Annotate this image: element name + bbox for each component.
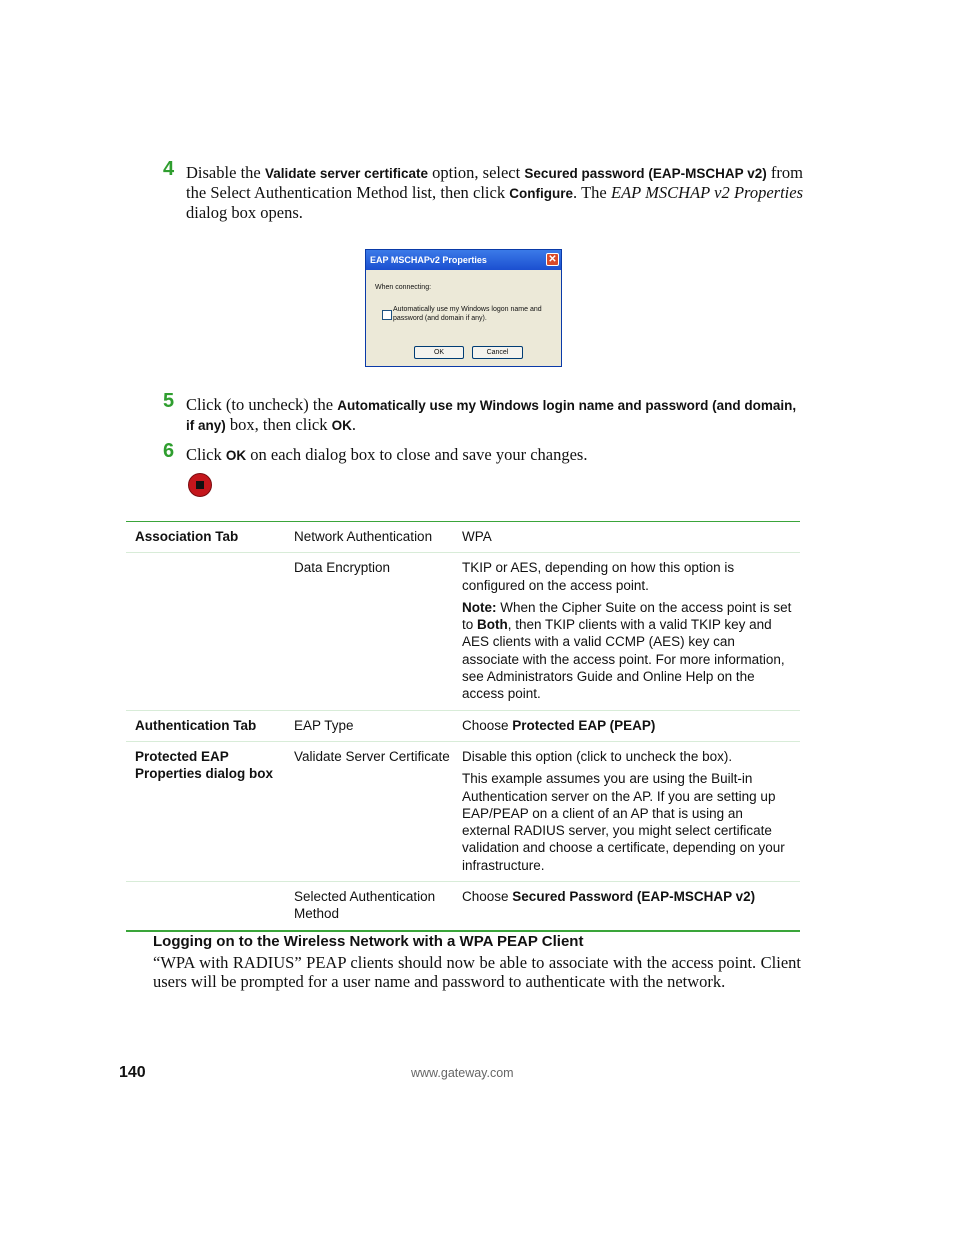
dialog-title: EAP MSCHAPv2 Properties ✕: [366, 250, 561, 270]
value-text: This example assumes you are using the Built-in Authentication server on the AP. If you are setting up EAP/PEAP on a client of an AP that is using an external RADIUS server, you might select certificate validation and choose a certificate, depending on your infrastructure.: [462, 771, 785, 873]
cancel-button[interactable]: Cancel: [472, 346, 523, 359]
table-cell-value: WPA: [462, 529, 492, 544]
table-cell-setting: Validate Server Certificate: [294, 748, 450, 764]
section-heading: Logging on to the Wireless Network with a WPA PEAP Client: [153, 933, 584, 950]
ui-term: Validate server certificate: [264, 166, 428, 181]
value-text: TKIP or AES, depending on how this option is configured on the access point.: [462, 560, 735, 593]
step-text: Disable the Validate server certificate option, select Secured password (EAP-MSCHAP v2) from the Select Authentication Method list, then click Configure. The EAP MSCHAP v2 Properties dialog box opens.: [186, 163, 803, 222]
table-cell-tab: [126, 559, 294, 702]
step-text: Click OK on each dialog box to close and save your changes.: [186, 445, 588, 464]
table-cell-setting: Selected Authentication Method: [294, 889, 436, 922]
when-connecting-label: When connecting:: [375, 284, 432, 291]
settings-table: [126, 521, 800, 932]
table-cell-value: [462, 559, 800, 702]
footer-url: www.gateway.com: [411, 1066, 514, 1080]
note-text: Note: When the Cipher Suite on the access point is set to Both, then TKIP clients with a valid TKIP key and AES clients with a valid CCMP (AES) key can associate with the access point. For more information, see Administrators Guide and Online Help on the access point.: [462, 599, 792, 702]
table-row: [126, 710, 800, 741]
eap-mschapv2-dialog: [365, 249, 562, 367]
dialog-name: EAP MSCHAP v2 Properties: [610, 183, 803, 202]
table-cell-value: Choose Secured Password (EAP-MSCHAP v2): [462, 889, 756, 905]
table-cell-tab: Authentication Tab: [135, 717, 257, 733]
auto-logon-checkbox[interactable]: [382, 310, 392, 320]
ui-term: Secured password (EAP-MSCHAP v2): [524, 166, 767, 181]
checkbox-label-line1: Automatically use my Windows logon name and: [393, 306, 542, 313]
stop-icon: [188, 473, 212, 497]
step-5: [163, 390, 803, 435]
table-cell-setting: EAP Type: [294, 717, 354, 733]
table-cell-value: Choose Protected EAP (PEAP): [462, 717, 656, 733]
ok-button[interactable]: OK: [414, 346, 464, 359]
step-number: 4: [163, 158, 175, 180]
value-text: Disable this option (click to uncheck the box).: [462, 748, 733, 764]
step-4: [163, 158, 803, 222]
table-row: [126, 522, 800, 552]
checkbox-label-line2: password (and domain if any).: [393, 315, 487, 322]
table-cell-tab: Association Tab: [135, 529, 239, 544]
ui-term: OK: [225, 448, 247, 463]
ui-term: Configure: [509, 186, 574, 201]
table-cell-setting: Data Encryption: [294, 560, 391, 576]
table-row: [126, 881, 800, 930]
table-cell-value: [462, 748, 800, 874]
table-cell-tab: [126, 888, 294, 923]
section-paragraph: “WPA with RADIUS” PEAP clients should now be able to associate with the access point. Client users will be prompted for a user name and password to authenticate with the network.: [153, 953, 801, 991]
table-row: [126, 552, 800, 709]
close-icon[interactable]: ✕: [546, 253, 559, 266]
step-number: 6: [163, 440, 175, 462]
page-number: 140: [119, 1064, 146, 1081]
table-cell-setting: Network Authentication: [294, 529, 433, 544]
step-number: 5: [163, 390, 175, 412]
step-text: Click (to uncheck) the Automatically use my Windows login name and password (and domain, if any) box, then click OK.: [186, 395, 797, 434]
table-row: [126, 741, 800, 881]
step-6: [163, 440, 803, 465]
ui-term: OK: [331, 418, 352, 433]
ui-term: Automatically use my Windows login name and password (and domain, if any): [186, 398, 797, 433]
table-cell-tab: Protected EAP Properties dialog box: [135, 748, 274, 782]
